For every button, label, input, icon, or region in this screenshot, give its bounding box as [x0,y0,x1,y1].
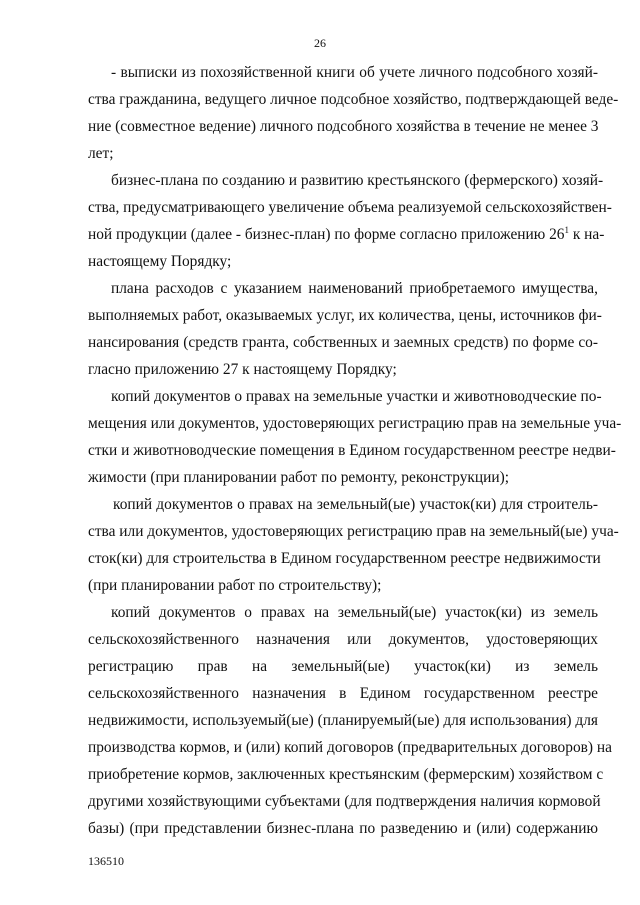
paragraph-6-line-9: базы) (при представлении бизнес-плана по разведению и (или) содержанию [88,820,598,837]
paragraph-2-line-3 [88,224,605,244]
paragraph-6-line-7: приобретение кормов, заключенных крестьянским (фермерским) хозяйством с [88,766,604,783]
paragraph-5-line-2: ства или документов, удостоверяющих регистрацию прав на земельный(ые) уча- [88,523,619,540]
paragraph-4-line-3: стки и животноводческие помещения в Едином государственном реестре недви- [88,442,616,459]
paragraph-2-line-3-tail: к на- [569,226,605,243]
paragraph-1-line-2: ства гражданина, ведущего личное подсобное хозяйство, подтверждающей веде- [88,91,619,108]
page-number: 26 [314,36,326,50]
paragraph-2-line-3-text: ной продукции (далее - бизнес-план) по форме согласно приложению 26 [88,226,565,243]
paragraph-3-line-1: плана расходов с указанием наименований приобретаемого имущества, [111,280,598,297]
paragraph-3-line-4: гласно приложению 27 к настоящему Порядку; [88,361,397,378]
paragraph-5-line-4: (при планировании работ по строительству); [88,577,382,594]
paragraph-6-line-3: регистрацию прав на земельный(ые) участок(ки) из земель [88,658,598,675]
paragraph-4-line-4: жимости (при планировании работ по ремонту, реконструкции); [88,469,509,486]
document-code: 136510 [88,854,124,868]
paragraph-3-line-2: выполняемых работ, оказываемых услуг, их количества, цены, источников фи- [88,307,602,324]
paragraph-2-line-1: бизнес-плана по созданию и развитию крестьянского (фермерского) хозяй- [111,172,604,189]
paragraph-6-line-4: сельскохозяйственного назначения в Едином государственном реестре [88,685,598,702]
paragraph-5-line-1: копий документов о правах на земельный(ые) участок(ки) для строитель- [113,496,598,513]
paragraph-6-line-2: сельскохозяйственного назначения или документов, удостоверяющих [88,631,598,648]
appendix-superscript: 1 [564,224,569,235]
paragraph-6-line-6: производства кормов, и (или) копий договоров (предварительных договоров) на [88,739,612,756]
paragraph-5-line-3: сток(ки) для строительства в Едином государственном реестре недвижимости [88,550,601,567]
paragraph-6-line-5: недвижимости, используемый(ые) (планируемый(ые) для использования) для [88,712,598,729]
paragraph-3-line-3: нансирования (средств гранта, собственных и заемных средств) по форме со- [88,334,598,351]
paragraph-1-line-3: ние (совместное ведение) личного подсобного хозяйства в течение не менее 3 [88,118,599,135]
paragraph-2-line-4: настоящему Порядку; [88,253,232,270]
paragraph-6-line-8: другими хозяйствующими субъектами (для подтверждения наличия кормовой [88,793,601,810]
paragraph-4-line-1: копий документов о правах на земельные участки и животноводческие по- [111,388,602,405]
paragraph-2-line-2: ства, предусматривающего увеличение объема реализуемой сельскохозяйствен- [88,199,612,216]
paragraph-1-line-4: лет; [88,145,114,162]
paragraph-1-line-1: - выписки из похозяйственной книги об учете личного подсобного хозяй- [111,64,598,81]
paragraph-4-line-2: мещения или документов, удостоверяющих регистрацию прав на земельные уча- [88,415,622,432]
paragraph-6-line-1: копий документов о правах на земельный(ые) участок(ки) из земель [111,604,598,621]
